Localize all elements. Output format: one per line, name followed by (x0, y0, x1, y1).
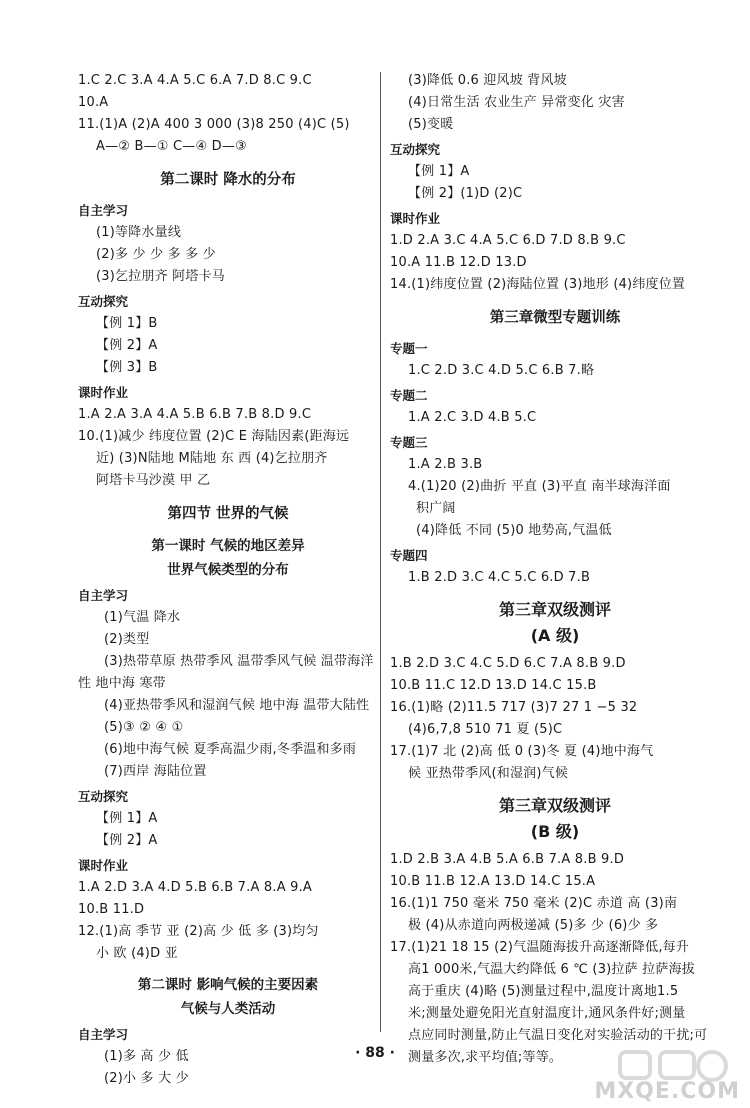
answer-line: 17.(1)21 18 15 (2)气温随海拔升高逐渐降低,每升 (390, 940, 690, 955)
answer-line: 阿塔卡马沙漠 甲 乙 (96, 473, 211, 488)
section-subtitle: 第二课时 影响气候的主要因素 (137, 977, 319, 993)
answer-line: 10.B 11.B 12.A 13.D 14.C 15.A (390, 874, 596, 889)
answer-line: 10.(1)减少 纬度位置 (2)C E 海陆因素(距海远 (78, 429, 350, 444)
section-subtitle: 世界气候类型的分布 (167, 562, 289, 578)
answer-line: 10.A 11.B 12.D 13.D (390, 255, 527, 270)
section-heading: 专题一 (390, 341, 428, 356)
answer-line: 16.(1)略 (2)11.5 717 (3)7 27 1 −5 32 (390, 700, 638, 715)
answer-line: 【例 2】A (96, 338, 158, 353)
section-title: 第二课时 降水的分布 (160, 172, 296, 188)
answer-line: 1.D 2.B 3.A 4.B 5.A 6.B 7.A 8.B 9.D (390, 852, 625, 867)
answer-line: A—② B—① C—④ D—③ (96, 139, 247, 154)
answer-line: 【例 2】A (96, 833, 158, 848)
answer-line: 近) (3)N陆地 M陆地 东 西 (4)乞拉朋齐 (96, 451, 328, 466)
answer-line: (7)西岸 海陆位置 (104, 764, 207, 779)
answer-line: 17.(1)7 北 (2)高 低 0 (3)冬 夏 (4)地中海气 (390, 744, 654, 759)
section-heading: 课时作业 (78, 385, 129, 400)
section-heading: 课时作业 (78, 858, 129, 873)
section-subtitle: 气候与人类活动 (180, 1001, 276, 1017)
section-heading: 专题三 (390, 435, 428, 450)
watermark-text: MXQE.COM (594, 1079, 740, 1104)
answer-line: 1.C 2.D 3.C 4.D 5.C 6.B 7.略 (408, 363, 595, 378)
answer-line: 1.A 2.A 3.A 4.A 5.B 6.B 7.B 8.D 9.C (78, 407, 312, 422)
answer-line: 高于重庆 (4)略 (5)测量过程中,温度计离地1.5 (408, 984, 679, 999)
answer-line: (2)类型 (104, 632, 150, 647)
page-number: · 88 · (355, 1045, 395, 1061)
answer-line: 1.D 2.A 3.C 4.A 5.C 6.D 7.D 8.B 9.C (390, 233, 626, 248)
answer-line: 【例 3】B (96, 360, 158, 375)
section-title: 第四节 世界的气候 (167, 506, 289, 522)
column-divider (380, 72, 381, 1032)
answer-line: 极 (4)从赤道向两极递减 (5)多 少 (6)少 多 (408, 918, 659, 933)
answer-line: 10.B 11.D (78, 902, 145, 917)
answer-line: (1)气温 降水 (104, 610, 181, 625)
answer-line: 米;测量处避免阳光直射温度计,通风条件好;测量 (408, 1006, 686, 1021)
answer-line: 10.B 11.C 12.D 13.D 14.C 15.B (390, 678, 597, 693)
answer-line: (3)热带草原 热带季风 温带季风气候 温带海洋 (104, 654, 374, 669)
answer-line: 高1 000米,气温大约降低 6 ℃ (3)拉萨 拉萨海拔 (408, 962, 695, 977)
answer-line: 1.A 2.C 3.D 4.B 5.C (408, 410, 537, 425)
section-title: 第三章微型专题训练 (489, 310, 621, 326)
answer-line: (6)地中海气候 夏季高温少雨,冬季温和多雨 (104, 742, 357, 757)
answer-line: (4)日常生活 农业生产 异常变化 灾害 (408, 95, 625, 110)
answer-line: 候 亚热带季风(和湿润)气候 (408, 766, 569, 781)
right-column (390, 70, 720, 1069)
section-heading: 专题四 (390, 548, 428, 563)
answer-line: 测量多次,求平均值;等等。 (408, 1050, 563, 1065)
chapter-test-title: 第三章双级测评 (498, 600, 611, 619)
section-heading: 专题二 (390, 388, 428, 403)
answer-line: 14.(1)纬度位置 (2)海陆位置 (3)地形 (4)纬度位置 (390, 277, 686, 292)
section-heading: 互动探究 (78, 789, 129, 804)
answer-line: 10.A (78, 95, 109, 110)
answer-line: 1.A 2.D 3.A 4.D 5.B 6.B 7.A 8.A 9.A (78, 880, 313, 895)
answer-line: (1)等降水量线 (96, 225, 182, 240)
answer-line: 点应同时测量,防止气温日变化对实验活动的干扰;可 (408, 1028, 708, 1043)
answer-line: 【例 1】A (408, 164, 470, 179)
answer-line: 性 地中海 寒带 (78, 676, 166, 691)
answer-line: 【例 2】(1)D (2)C (408, 186, 523, 201)
left-column (78, 70, 378, 1090)
section-heading: 自主学习 (78, 1027, 129, 1042)
grade-label: (B 级) (530, 822, 580, 841)
answer-line: 积广阔 (416, 501, 456, 516)
answer-line: 【例 1】B (96, 316, 158, 331)
answer-line: (1)多 高 少 低 (104, 1049, 189, 1064)
grade-label: (A 级) (530, 626, 580, 645)
answer-line: 1.B 2.D 3.C 4.C 5.D 6.C 7.A 8.B 9.D (390, 656, 626, 671)
section-heading: 互动探究 (390, 142, 441, 157)
answer-line: 16.(1)1 750 毫米 750 毫米 (2)C 赤道 高 (3)南 (390, 896, 678, 911)
answer-line: (4)降低 不同 (5)0 地势高,气温低 (416, 523, 612, 538)
answer-line: (3)降低 0.6 迎风坡 背风坡 (408, 73, 567, 88)
answer-line: 1.A 2.B 3.B (408, 457, 483, 472)
answer-line: 12.(1)高 季节 亚 (2)高 少 低 多 (3)均匀 (78, 924, 319, 939)
chapter-test-title: 第三章双级测评 (498, 796, 611, 815)
answer-line: 1.B 2.D 3.C 4.C 5.C 6.D 7.B (408, 570, 591, 585)
answer-line: (4)亚热带季风和湿润气候 地中海 温带大陆性 (104, 698, 370, 713)
answer-line: (5)③ ② ④ ① (104, 720, 184, 735)
answer-line: (5)变暖 (408, 117, 454, 132)
section-subtitle: 第一课时 气候的地区差异 (151, 538, 305, 554)
answer-line: (4)6,7,8 510 71 夏 (5)C (408, 722, 563, 737)
answer-line: 小 欧 (4)D 亚 (96, 946, 178, 961)
answer-line: 【例 1】A (96, 811, 158, 826)
section-heading: 自主学习 (78, 588, 129, 603)
answer-line: (2)多 少 少 多 多 少 (96, 247, 216, 262)
section-heading: 互动探究 (78, 294, 129, 309)
section-heading: 课时作业 (390, 211, 441, 226)
answer-line: 11.(1)A (2)A 400 3 000 (3)8 250 (4)C (5) (78, 117, 350, 132)
answer-line: (3)乞拉朋齐 阿塔卡马 (96, 269, 225, 284)
answer-line: 4.(1)20 (2)曲折 平直 (3)平直 南半球海洋面 (408, 479, 671, 494)
answer-line: (2)小 多 大 少 (104, 1071, 189, 1086)
section-heading: 自主学习 (78, 203, 129, 218)
answer-line: 1.C 2.C 3.A 4.A 5.C 6.A 7.D 8.C 9.C (78, 73, 312, 88)
